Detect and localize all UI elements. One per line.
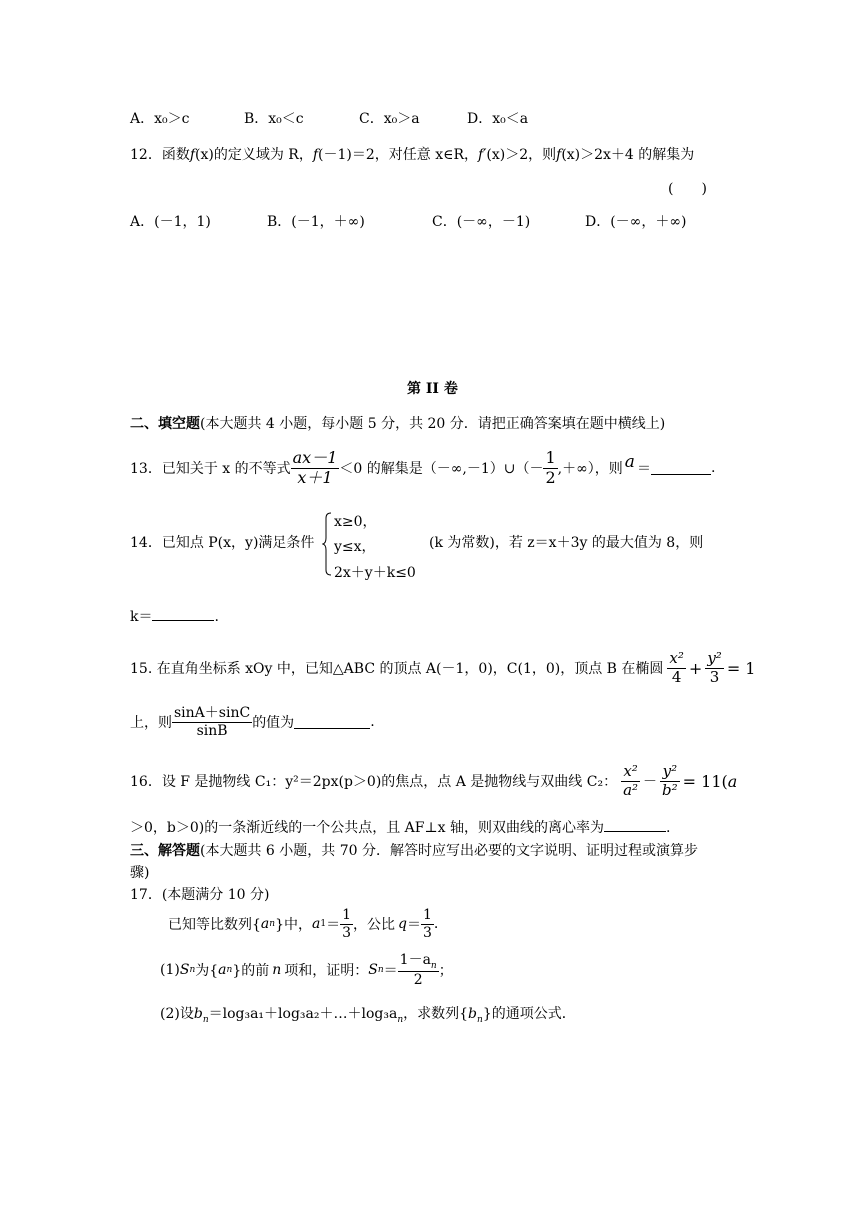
q11-option-a: A．x₀＞c bbox=[130, 111, 190, 127]
q13-answer-blank bbox=[651, 462, 711, 475]
q14-answer-blank bbox=[152, 608, 214, 621]
q14-k-line: k＝ . bbox=[130, 609, 219, 625]
q11-option-c: C．x₀＞a bbox=[359, 111, 420, 127]
q12-option-c: C．(－∞，－1) bbox=[432, 214, 531, 230]
q12-option-d: D．(－∞，＋∞) bbox=[585, 214, 687, 230]
q14-condition-3: 2x＋y＋k≤0 bbox=[334, 565, 416, 581]
q16-y-fraction: $\frac{\text{y²}}{\text{b²}}$ bbox=[662, 762, 678, 799]
fill-in-heading: 二、填空题(本大题共 4 小题，每小题 5 分，共 20 分．请把正确答案填在题中横线上) bbox=[130, 416, 666, 432]
question-17-part-2: (2)设$b_n=\log_3a_1+\log_3a_2+\dots+\log_3a_n$，求数列$\{b_n\}$的通项公式． bbox=[160, 1006, 576, 1025]
q16-x-fraction: $\frac{\text{x²}}{\text{a²}}$ bbox=[623, 762, 639, 799]
q15-sin-fraction: $\frac{\sin A+\sin C}{\sin B}$ bbox=[174, 705, 251, 739]
question-13: 13．已知关于 x 的不等式 $\frac{ax-1}{x+1}$ ＜0 的解集是（－∞,－1）∪（－ $\frac{1}{2}$ ,＋∞），则 a ＝ . bbox=[130, 448, 716, 487]
question-12-stem: 12．函数f(x)的定义域为 R，f(－1)＝2，对任意 x∈R，f′(x)＞2，则f(x)＞2x＋4 的解集为 bbox=[130, 147, 695, 163]
q15-y-fraction: $\frac{\text{y²}}{3}$ bbox=[707, 649, 722, 686]
q17-a1-fraction: $\frac{1}{3}$ bbox=[342, 907, 352, 941]
solution-heading-cont: 骤) bbox=[130, 865, 150, 881]
question-16-line2: ＞0，b＞0)的一条渐近线的一个公共点，且 AF⊥x 轴，则双曲线的离心率为 . bbox=[130, 820, 671, 836]
question-17-stem: 已知等比数列{ a n }中， a 1 ＝ $\frac{1}{3}$ ，公比 q ＝ $\frac{1}{3}$ . bbox=[168, 907, 439, 941]
q17-q-fraction: $\frac{1}{3}$ bbox=[422, 907, 432, 941]
q17-sn-fraction: $\frac{1-a_n}{2}$ bbox=[399, 951, 437, 989]
q12-option-b: B．(－1，＋∞) bbox=[267, 214, 365, 230]
question-17-part-1: (1) S n 为{ a n }的前 n 项和，证明： S n ＝ $\frac{1-a_n}{2}$ ； bbox=[160, 951, 453, 989]
section-title: 第 II 卷 bbox=[407, 381, 458, 397]
question-15-line2: 上，则 $\frac{\sin A+\sin C}{\sin B}$ 的值为 . bbox=[130, 705, 375, 739]
question-17-title: 17．(本题满分 10 分) bbox=[130, 887, 270, 903]
q12-option-a: A．(－1，1) bbox=[130, 214, 211, 230]
answer-paren: ( ) bbox=[668, 181, 707, 197]
brace-icon bbox=[322, 512, 332, 576]
q13-fraction: $\frac{ax-1}{x+1}$ bbox=[292, 448, 338, 487]
solution-heading: 三、解答题(本大题共 6 小题，共 70 分．解答时应写出必要的文字说明、证明过程或演算步 bbox=[130, 843, 698, 859]
q13-half-fraction: $\frac{1}{2}$ bbox=[545, 448, 556, 487]
q14-rest: (k 为常数)，若 z＝x＋3y 的最大值为 8，则 bbox=[429, 535, 704, 551]
question-15: 15. 在直角坐标系 xOy 中，已知△ABC 的顶点 A(－1，0)，C(1，0)，顶点 B 在椭圆 $\frac{\text{x²}}{4}$ + $\frac{\text{y²}}{3}$ = 1 bbox=[130, 649, 756, 686]
q16-answer-blank bbox=[604, 819, 666, 832]
question-16: 16．设 F 是抛物线 C₁：y²＝2px(p＞0)的焦点，点 A 是抛物线与双曲线 C₂： $\frac{\text{x²}}{\text{a²}}$ － $\frac{\text{y²}}{\text{b²}}$ = 1 1( a bbox=[130, 762, 738, 799]
q14-condition-2: y≤x， bbox=[334, 539, 376, 555]
q11-option-d: D．x₀＜a bbox=[467, 111, 529, 127]
question-14-lead: 14．已知点 P(x，y)满足条件 bbox=[130, 535, 315, 551]
q15-answer-blank bbox=[294, 716, 370, 729]
q15-x-fraction: $\frac{\text{x²}}{4}$ bbox=[669, 649, 684, 686]
q14-condition-1: x≥0， bbox=[334, 514, 377, 530]
q11-option-b: B．x₀＜c bbox=[244, 111, 304, 127]
